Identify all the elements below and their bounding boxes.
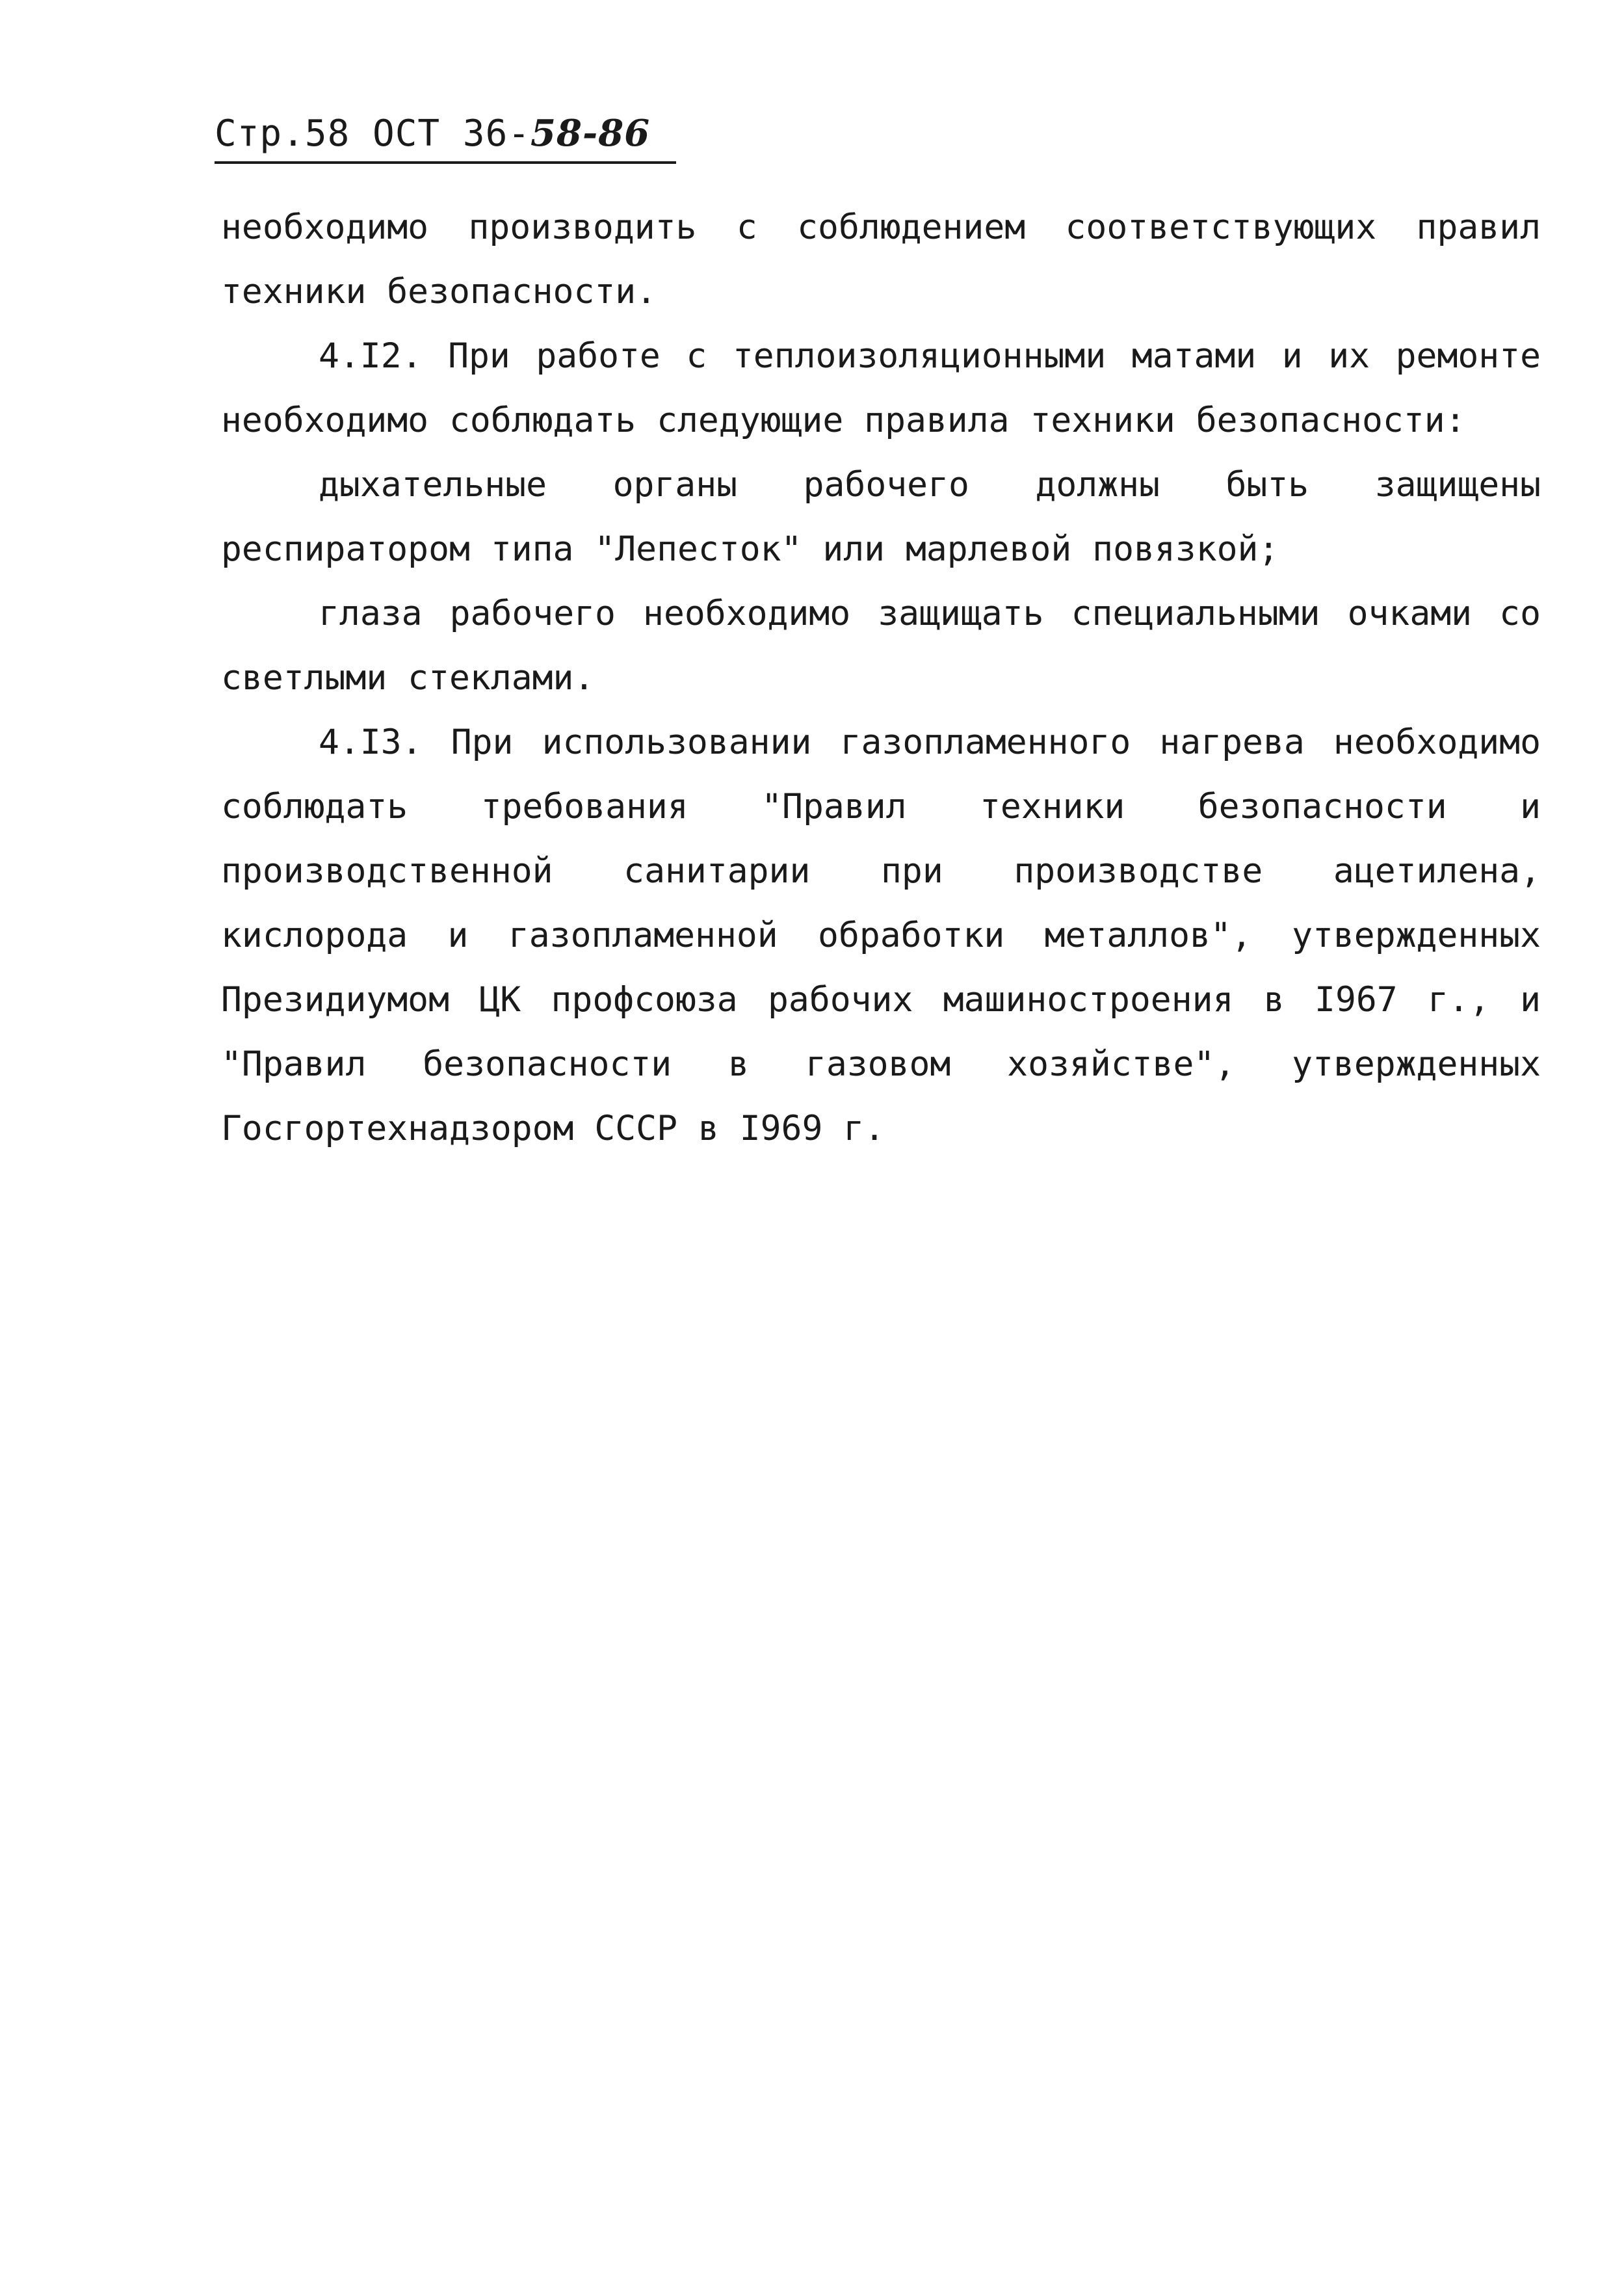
paragraph-continuation: необходимо производить с соблюдением соответствующих правил техники безопасности.	[221, 207, 1541, 311]
header-handwritten-number: 58-86	[530, 112, 651, 155]
paragraph-respiratory-protection: дыхательные органы рабочего должны быть защищены респиратором типа "Лепесток" или марлевой повязкой;	[221, 465, 1541, 569]
document-body	[221, 195, 1541, 1161]
header-underline	[215, 161, 676, 164]
paragraph-4-13: 4.I3. При использовании газопламенного нагрева необходимо соблюдать требования "Правил техники безопасности и производственной санитарии при производстве ацетилена, кислорода и газопламенной обработки металлов", утвержденных Президиумом ЦК профсоюза рабочих машиностроения в I967 г., и "Правил безопасности в газовом хозяйстве", утвержденных Госгортехнадзором СССР в I969 г.	[221, 722, 1541, 1148]
page-header	[215, 111, 650, 157]
paragraph-eye-protection: глаза рабочего необходимо защищать специальными очками со светлыми стеклами.	[221, 594, 1541, 698]
paragraph-4-12: 4.I2. При работе с теплоизоляционными матами и их ремонте необходимо соблюдать следующие правила техники безопасности:	[221, 336, 1541, 440]
header-page-standard: Стр.58 ОСТ 36-	[215, 112, 531, 155]
